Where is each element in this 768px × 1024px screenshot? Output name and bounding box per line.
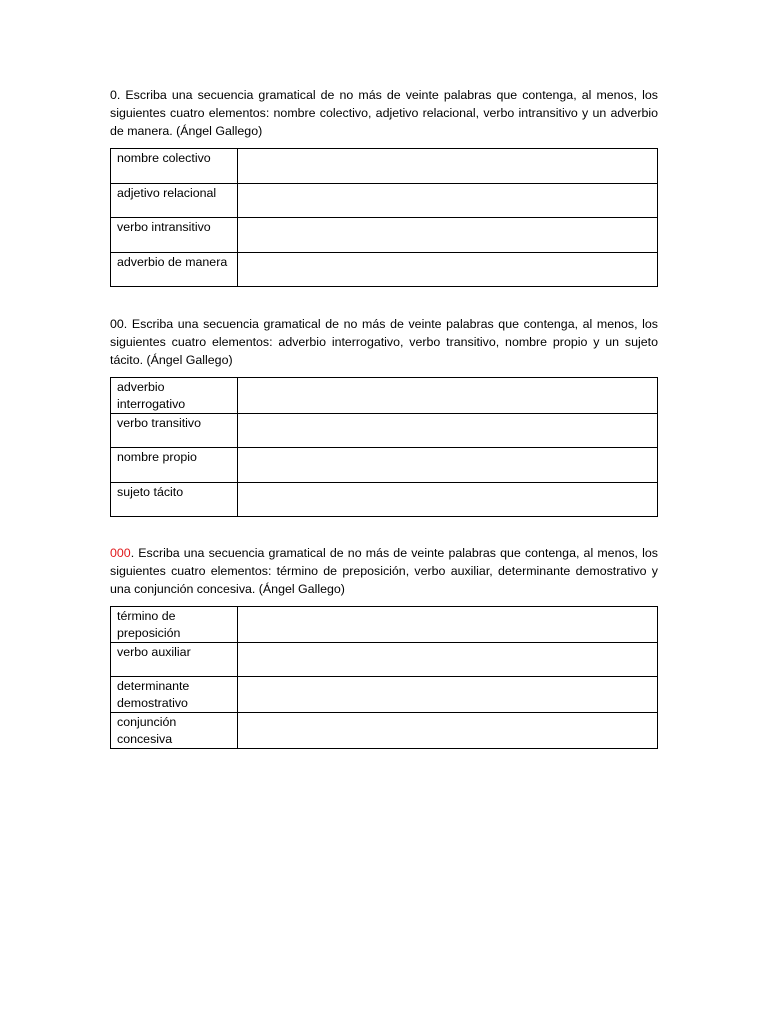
row-label: determinante demostrativo: [111, 677, 238, 713]
exercise-3-number: 000: [110, 546, 131, 560]
answer-cell[interactable]: [238, 184, 658, 218]
answer-cell[interactable]: [238, 253, 658, 287]
table-row: [111, 218, 658, 253]
table-row: [111, 253, 658, 287]
exercise-2-table: [110, 377, 658, 517]
answer-cell[interactable]: [238, 643, 658, 677]
exercise-1-table: [110, 148, 658, 287]
row-label: verbo intransitivo: [111, 218, 238, 253]
exercise-1-number: 0.: [110, 88, 121, 102]
answer-cell[interactable]: [238, 218, 658, 253]
row-label: adverbio interrogativo: [111, 378, 238, 414]
table-row: [111, 184, 658, 218]
exercise-3: [110, 544, 658, 746]
answer-cell[interactable]: [238, 483, 658, 517]
table-row: [111, 149, 658, 184]
row-label: término de preposición: [111, 607, 238, 643]
row-label: conjunción concesiva: [111, 713, 238, 749]
table-row: [111, 483, 658, 517]
exercise-2: [110, 315, 658, 499]
answer-cell[interactable]: [238, 713, 658, 749]
table-row: [111, 713, 658, 749]
row-label: verbo transitivo: [111, 414, 238, 448]
answer-cell[interactable]: [238, 378, 658, 414]
exercise-3-number-suffix: .: [130, 546, 135, 560]
answer-cell[interactable]: [238, 448, 658, 483]
row-label: adjetivo relacional: [111, 184, 238, 218]
table-row: [111, 414, 658, 448]
table-row: [111, 677, 658, 713]
exercise-3-text: Escriba una secuencia gramatical de no más de veinte palabras que contenga, al menos, los siguientes cuatro elementos: término de preposición, verbo auxiliar, determinante demostrativo y una conjunción concesiva. (Ángel Gallego): [110, 546, 658, 596]
answer-cell[interactable]: [238, 677, 658, 713]
exercise-2-prompt: [110, 315, 658, 369]
table-row: [111, 448, 658, 483]
table-row: [111, 378, 658, 414]
table-row: [111, 607, 658, 643]
exercise-1-text: Escriba una secuencia gramatical de no más de veinte palabras que contenga, al menos, los siguientes cuatro elementos: nombre colectivo, adjetivo relacional, verbo intransitivo y un adverbio de manera. (Ángel Gallego): [110, 88, 658, 138]
row-label: sujeto tácito: [111, 483, 238, 517]
row-label: nombre propio: [111, 448, 238, 483]
exercise-2-number: 00.: [110, 317, 128, 331]
exercise-1: [110, 86, 658, 269]
answer-cell[interactable]: [238, 607, 658, 643]
row-label: nombre colectivo: [111, 149, 238, 184]
row-label: adverbio de manera: [111, 253, 238, 287]
table-row: [111, 643, 658, 677]
exercise-1-prompt: [110, 86, 658, 140]
answer-cell[interactable]: [238, 414, 658, 448]
exercise-3-prompt: [110, 544, 658, 598]
exercise-3-table: [110, 606, 658, 749]
exercise-2-text: Escriba una secuencia gramatical de no más de veinte palabras que contenga, al menos, los siguientes cuatro elementos: adverbio interrogativo, verbo transitivo, nombre propio y un sujeto tácito. (Ángel Gallego): [110, 317, 658, 367]
answer-cell[interactable]: [238, 149, 658, 184]
row-label: verbo auxiliar: [111, 643, 238, 677]
